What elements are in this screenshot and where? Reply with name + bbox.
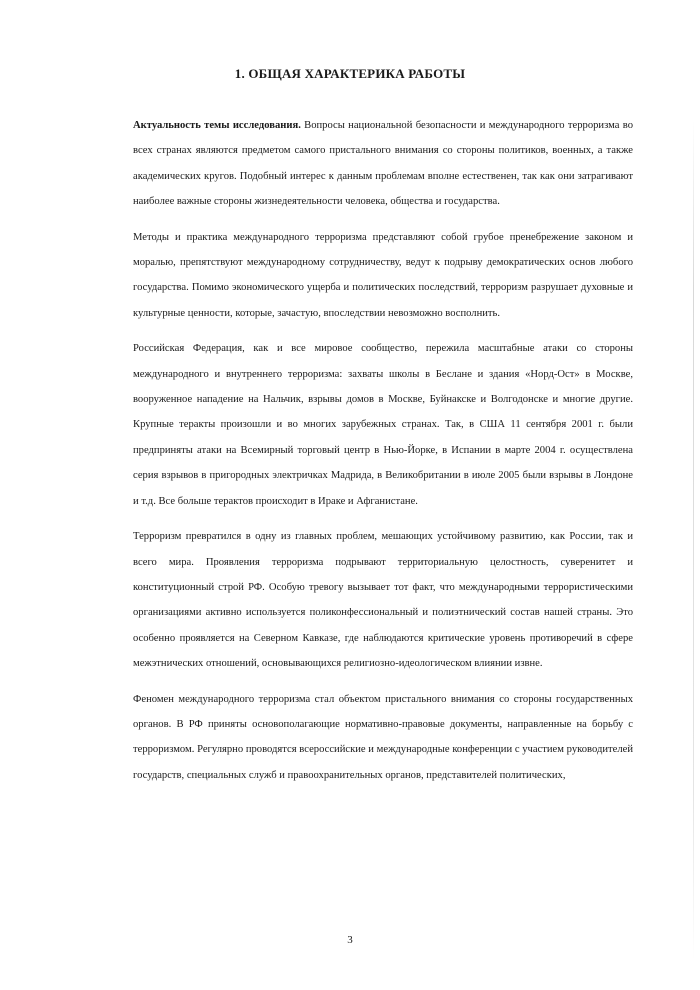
paragraph	[133, 524, 633, 676]
paragraph-text: Феномен международного терроризма стал объектом пристального внимания со стороны государственных органов. В РФ приняты основополагающие нормативно-правовые документы, направленные на борьбу с терроризмом. Регулярно проводятся всероссийские и международные конференции с участием руководителей государств, специальных служб и правоохранительных органов, представителей политических,	[133, 693, 633, 781]
page-number: 3	[347, 934, 353, 946]
paragraph-text: Терроризм превратился в одну из главных проблем, мешающих устойчивому развитию, как России, так и всего мира. Проявления терроризма подрывают территориальную целостность, суверенитет и конституционный строй РФ. Особую тревогу вызывает тот факт, что международными террористическими организациями активно используется поликонфессиональный и полиэтнический состав нашей страны. Это особенно проявляется на Северном Кавказе, где наблюдаются критические уровень противоречий в сфере межэтнических отношений, основывающихся религиозно-идеологическом влиянии извне.	[133, 531, 633, 670]
paragraph	[133, 687, 633, 789]
paragraph-relevance	[133, 113, 633, 215]
paragraph-text: Российская Федерация, как и все мировое сообщество, пережила масштабные атаки со стороны международного и внутреннего терроризма: захваты школы в Беслане и здания «Норд-Ост» в Москве, вооруженное нападение на Нальчик, взрывы домов в Москве, Буйнакске и Волгодонске и многие другие. Крупные теракты произошли и во многих зарубежных странах. Так, в США 11 сентября 2001 г. были предприняты атаки на Всемирный торговый центр в Нью-Йорке, в Испании в марте 2004 г. осуществлена серия взрывов в пригородных электричках Мадрида, в Великобритании в июле 2005 были взрывы в Лондоне и т.д. Все больше терактов происходит в Ираке и Афганистане.	[133, 343, 633, 507]
paragraph-text: Методы и практика международного терроризма представляют собой грубое пренебрежение законом и моралью, препятствуют международному сотрудничеству, ведут к подрыву демократических основ любого государства. Помимо экономического ущерба и политических последствий, терроризм разрушает духовные и культурные ценности, которые, зачастую, впоследствии невозможно восполнить.	[133, 231, 633, 319]
paragraph	[133, 336, 633, 514]
paragraph-lead: Актуальность темы исследования.	[133, 120, 301, 131]
section-heading: 1. ОБЩАЯ ХАРАКТЕРИКА РАБОТЫ	[234, 66, 466, 81]
body-text	[133, 113, 633, 788]
paragraph	[133, 225, 633, 327]
scan-edge-divider	[693, 120, 694, 960]
paragraph-text: Вопросы национальной безопасности и международного терроризма во всех странах являются предметом самого пристального внимания со стороны политиков, военных, а также академических кругов. Подобный интерес к данным проблемам вполне естественен, так как они затрагивают наиболее важные стороны жизнедеятельности человека, общества и государства.	[133, 120, 633, 208]
